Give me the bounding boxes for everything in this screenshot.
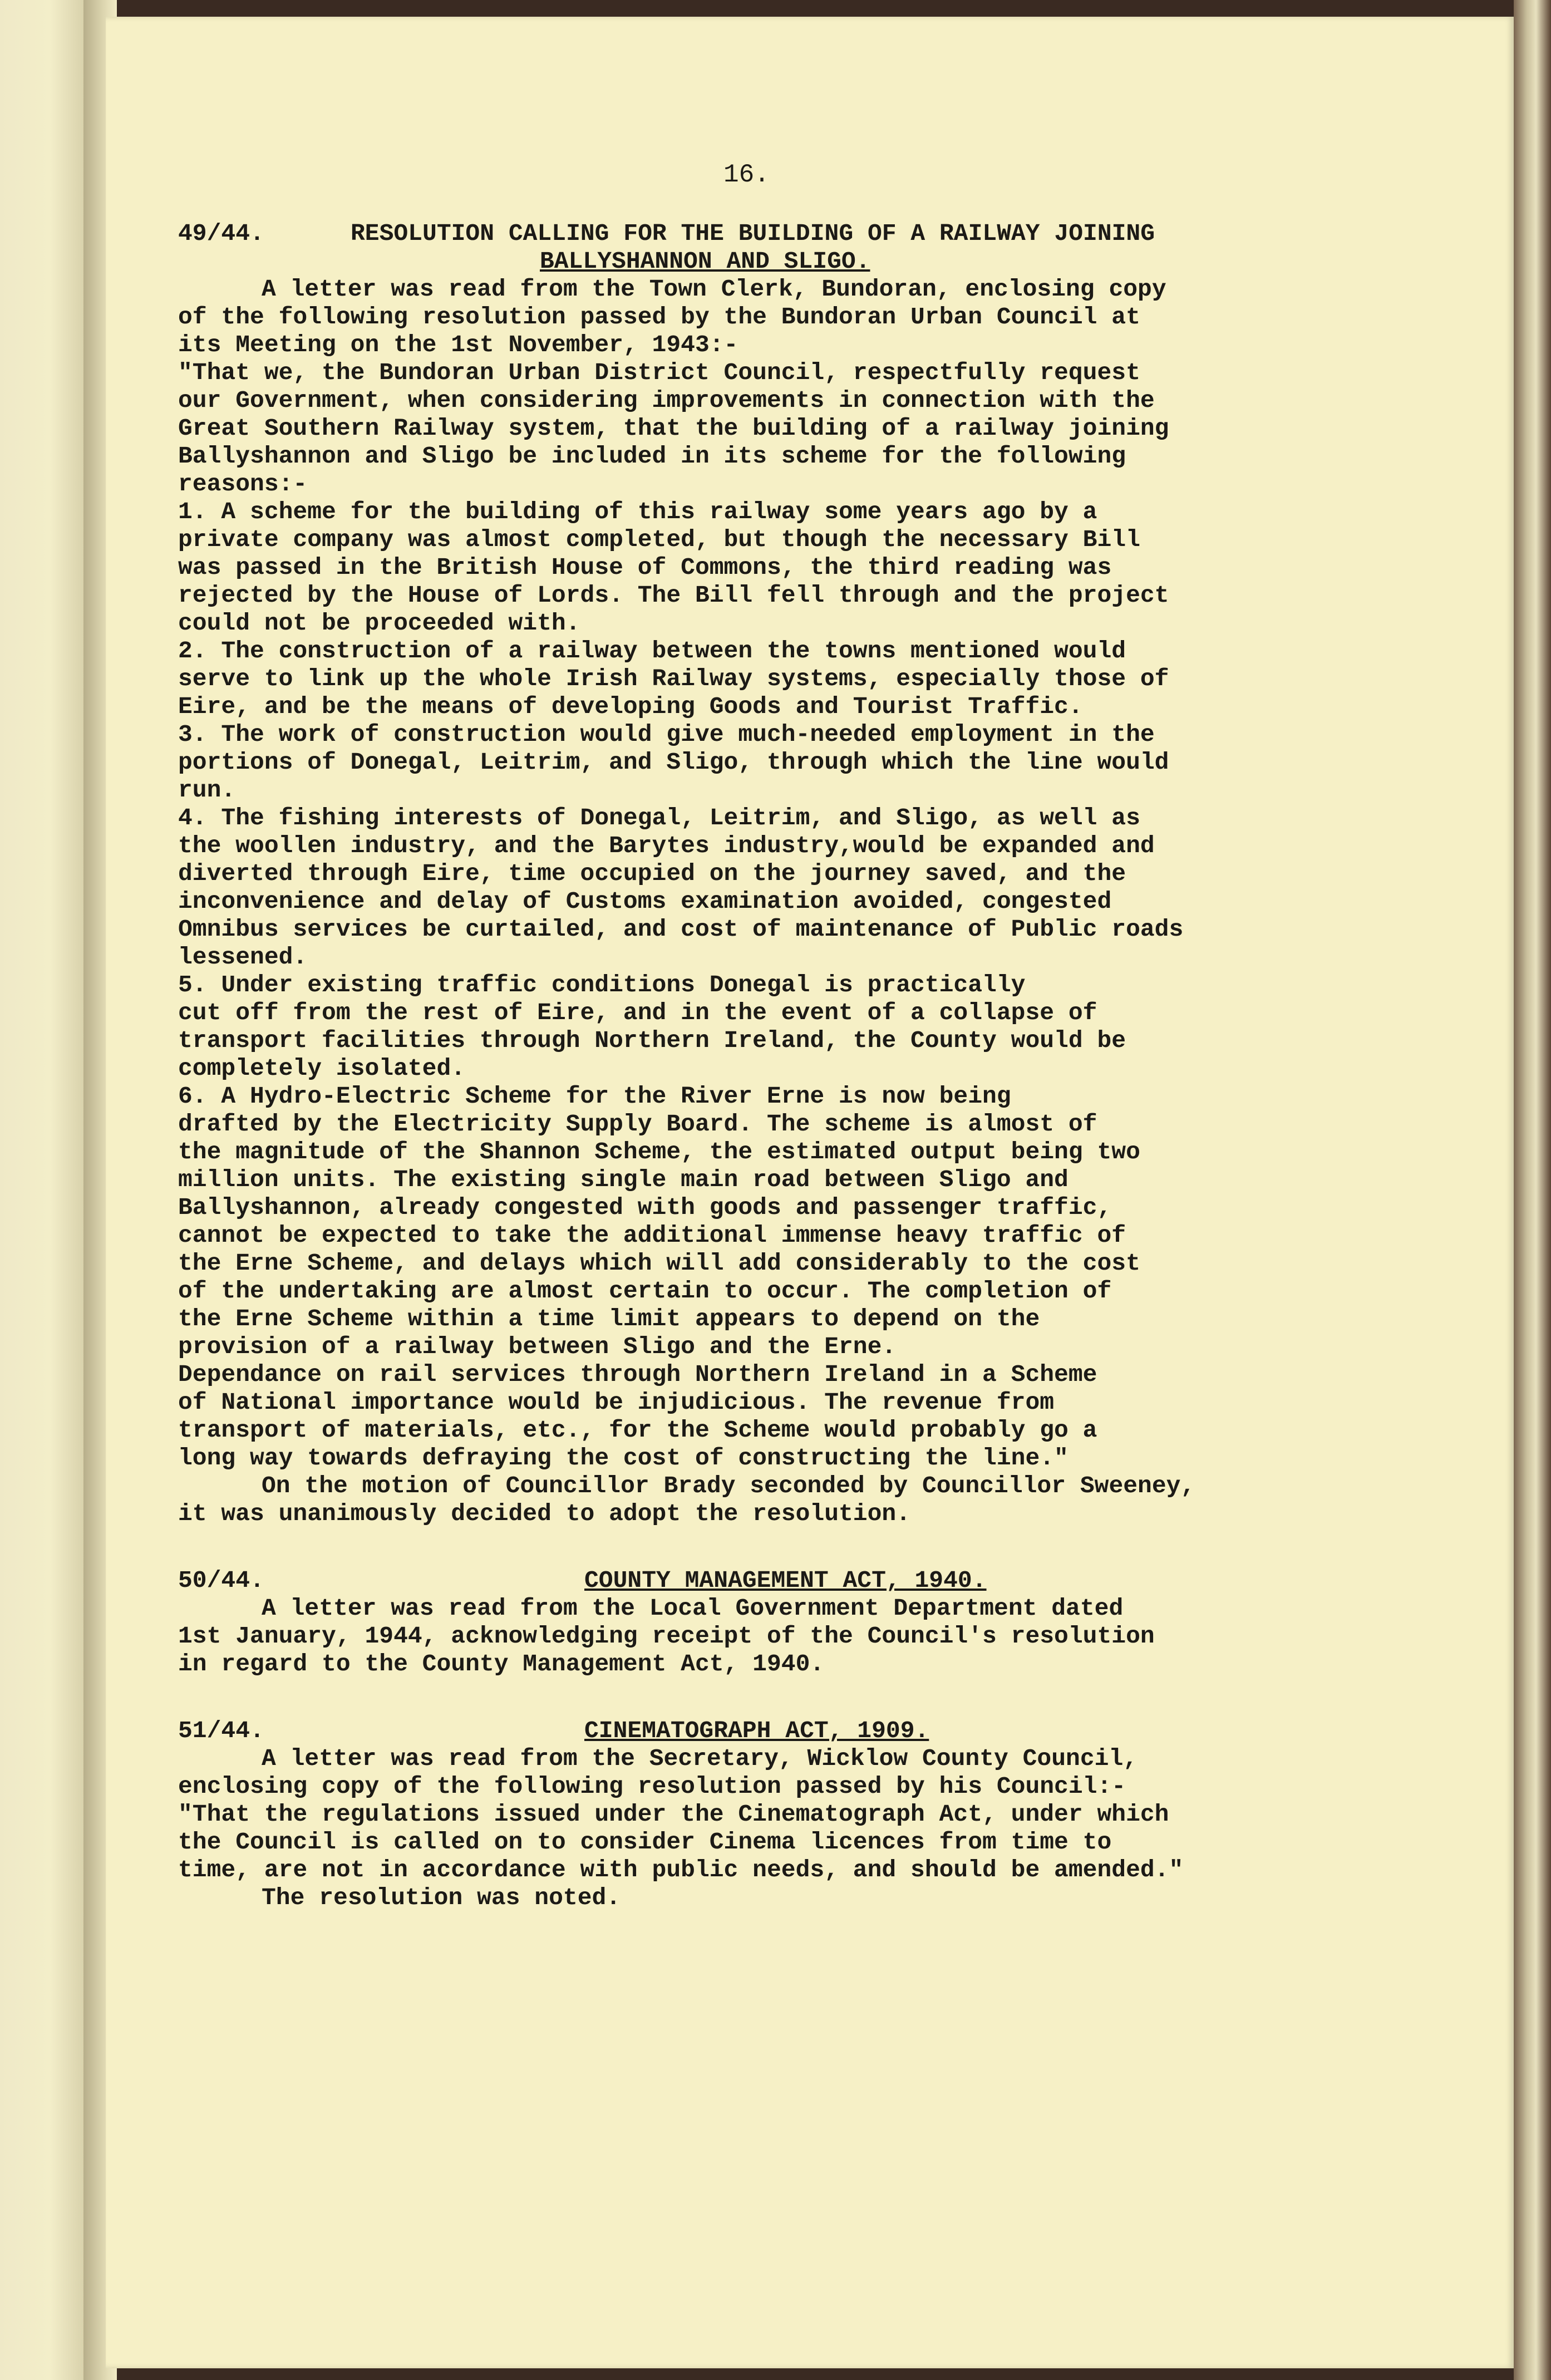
text-line: drafted by the Electricity Supply Board. The scheme is almost of: [178, 1110, 1097, 1138]
text-line: lessened.: [178, 943, 308, 971]
minute-item: [178, 1567, 1402, 1678]
minutes-items: [178, 220, 1402, 1912]
item-title-line: RESOLUTION CALLING FOR THE BUILDING OF A RAILWAY JOINING: [351, 220, 1155, 247]
text-line: enclosing copy of the following resolution passed by his Council:-: [178, 1773, 1126, 1800]
text-line: of the following resolution passed by the Bundoran Urban Council at: [178, 303, 1140, 331]
text-line: 1. A scheme for the building of this railway some years ago by a: [178, 498, 1097, 525]
text-line: portions of Donegal, Leitrim, and Sligo, through which the line would: [178, 749, 1169, 776]
text-line: the Council is called on to consider Cinema licences from time to: [178, 1828, 1112, 1856]
text-line: cannot be expected to take the additional immense heavy traffic of: [178, 1222, 1126, 1249]
text-line: of the undertaking are almost certain to occur. The completion of: [178, 1277, 1112, 1305]
minute-item: [178, 1717, 1402, 1912]
text-line: it was unanimously decided to adopt the resolution.: [178, 1500, 911, 1527]
text-line: On the motion of Councillor Brady seconded by Councillor Sweeney,: [262, 1472, 1195, 1499]
item-title-line: BALLYSHANNON AND SLIGO.: [540, 248, 870, 275]
text-line: Dependance on rail services through Northern Ireland in a Scheme: [178, 1361, 1097, 1388]
text-line: million units. The existing single main road between Sligo and: [178, 1166, 1069, 1193]
item-title: [351, 220, 1155, 276]
text-line: A letter was read from the Local Government Department dated: [262, 1595, 1124, 1622]
text-line: "That we, the Bundoran Urban District Council, respectfully request: [178, 359, 1140, 386]
text-line: diverted through Eire, time occupied on the journey saved, and the: [178, 860, 1126, 887]
text-line: Ballyshannon, already congested with goods and passenger traffic,: [178, 1194, 1112, 1221]
item-number: 49/44.: [178, 220, 264, 247]
text-line: completely isolated.: [178, 1055, 466, 1082]
document-body: [178, 156, 1402, 1912]
text-line: "That the regulations issued under the Cinematograph Act, under which: [178, 1801, 1169, 1828]
text-line: 6. A Hydro-Electric Scheme for the River Erne is now being: [178, 1083, 1011, 1110]
item-title-line: CINEMATOGRAPH ACT, 1909.: [584, 1717, 929, 1744]
text-line: cut off from the rest of Eire, and in the event of a collapse of: [178, 999, 1097, 1026]
text-line: 5. Under existing traffic conditions Donegal is practically: [178, 971, 1026, 999]
text-line: inconvenience and delay of Customs examination avoided, congested: [178, 888, 1112, 915]
text-line: the magnitude of the Shannon Scheme, the estimated output being two: [178, 1138, 1140, 1166]
text-line: the Erne Scheme within a time limit appears to depend on the: [178, 1305, 1040, 1332]
text-line: 2. The construction of a railway between the towns mentioned would: [178, 637, 1126, 665]
text-line: A letter was read from the Town Clerk, Bundoran, enclosing copy: [262, 276, 1166, 303]
item-heading: [178, 1567, 1402, 1595]
binding-strip: [0, 0, 83, 2380]
text-line: our Government, when considering improvements in connection with the: [178, 387, 1155, 414]
text-line: Ballyshannon and Sligo be included in its scheme for the following: [178, 442, 1126, 470]
text-line: time, are not in accordance with public needs, and should be amended.": [178, 1856, 1184, 1884]
book-edge: [1514, 0, 1551, 2380]
item-title-line: COUNTY MANAGEMENT ACT, 1940.: [584, 1567, 987, 1594]
text-line: Omnibus services be curtailed, and cost of maintenance of Public roads: [178, 916, 1184, 943]
text-line: reasons:-: [178, 470, 308, 498]
text-line: private company was almost completed, but though the necessary Bill: [178, 526, 1140, 553]
item-number: 51/44.: [178, 1717, 264, 1744]
page-number: 16.: [723, 160, 770, 189]
text-line: its Meeting on the 1st November, 1943:-: [178, 331, 738, 358]
text-line: of National importance would be injudicious. The revenue from: [178, 1389, 1055, 1416]
text-line: 3. The work of construction would give much-needed employment in the: [178, 721, 1155, 748]
text-line: Eire, and be the means of developing Goods and Tourist Traffic.: [178, 693, 1083, 720]
item-title: [362, 1717, 929, 1745]
text-line: in regard to the County Management Act, 1940.: [178, 1650, 825, 1678]
minute-item: [178, 220, 1402, 1528]
text-line: the Erne Scheme, and delays which will add considerably to the cost: [178, 1250, 1140, 1277]
text-line: provision of a railway between Sligo and the Erne.: [178, 1333, 897, 1360]
item-title: [362, 1567, 987, 1595]
text-line: A letter was read from the Secretary, Wicklow County Council,: [262, 1745, 1138, 1772]
text-line: long way towards defraying the cost of constructing the line.": [178, 1444, 1069, 1472]
text-line: The resolution was noted.: [262, 1884, 621, 1911]
text-line: 4. The fishing interests of Donegal, Leitrim, and Sligo, as well as: [178, 804, 1140, 832]
text-line: serve to link up the whole Irish Railway systems, especially those of: [178, 665, 1169, 692]
text-line: transport of materials, etc., for the Scheme would probably go a: [178, 1417, 1097, 1444]
item-number: 50/44.: [178, 1567, 264, 1594]
item-heading: [178, 1717, 1402, 1745]
text-line: was passed in the British House of Commons, the third reading was: [178, 554, 1112, 581]
text-line: transport facilities through Northern Ireland, the County would be: [178, 1027, 1126, 1054]
text-line: 1st January, 1944, acknowledging receipt of the Council's resolution: [178, 1622, 1155, 1650]
text-line: Great Southern Railway system, that the building of a railway joining: [178, 415, 1169, 442]
text-line: the woollen industry, and the Barytes industry,would be expanded and: [178, 832, 1155, 859]
item-heading: [178, 220, 1402, 276]
text-line: could not be proceeded with.: [178, 609, 580, 637]
text-line: run.: [178, 776, 236, 804]
text-line: rejected by the House of Lords. The Bill fell through and the project: [178, 582, 1169, 609]
